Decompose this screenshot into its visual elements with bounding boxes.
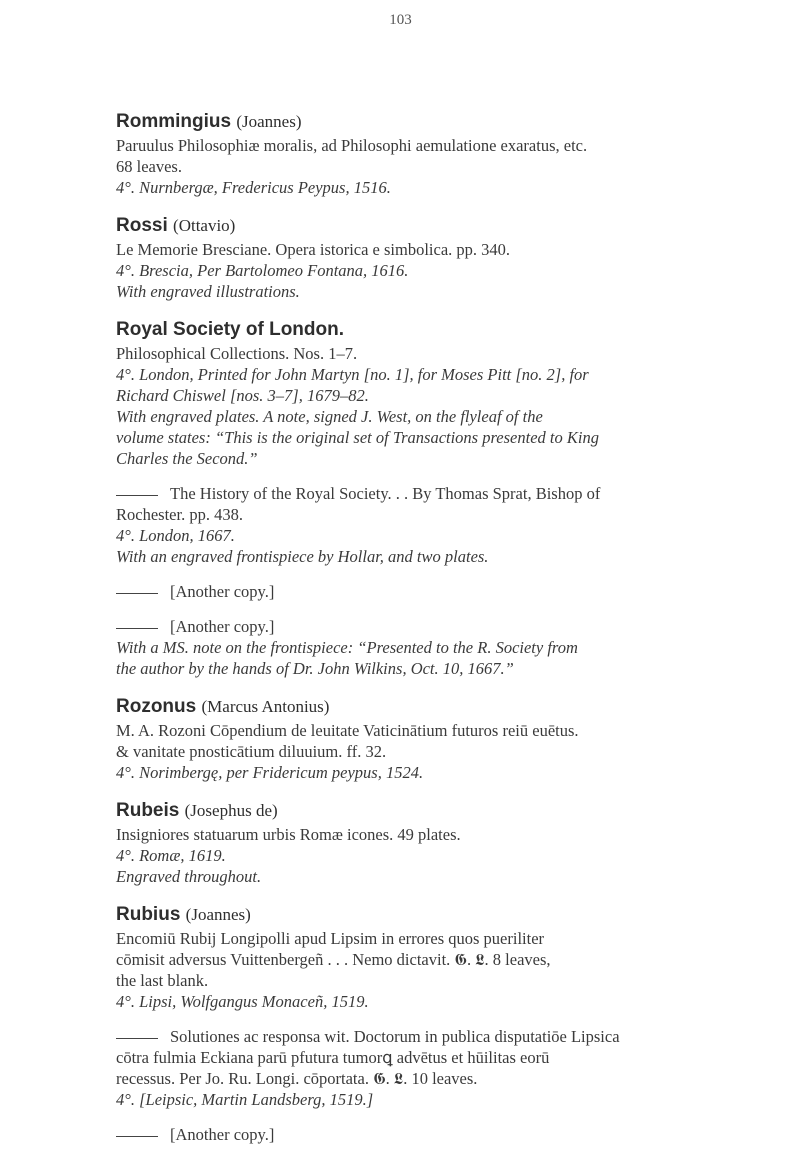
work-title: the last blank. [116, 971, 209, 990]
work-note: With engraved plates. A note, signed J. West, on the flyleaf of the [116, 407, 543, 426]
author-name: Rossi [116, 215, 168, 236]
entry-heading [116, 799, 776, 822]
entry-heading [116, 318, 776, 341]
author-forename: (Joannes) [185, 905, 251, 924]
author-name: Rozonus [116, 696, 197, 717]
work-note: With a MS. note on the frontispiece: “Presented to the R. Society from [116, 638, 578, 657]
repeat-author-dash [116, 495, 158, 496]
work-imprint: 4°. Norimbergę, per Fridericum peypus, 1524. [116, 763, 424, 782]
work-title: [Another copy.] [170, 1125, 275, 1144]
entry-heading [116, 214, 776, 237]
author-forename: (Marcus Antonius) [201, 697, 330, 716]
work-title: & vanitate pnosticātium diluuium. ff. 32. [116, 742, 387, 761]
author-forename: (Ottavio) [173, 216, 236, 235]
work-imprint: 4°. Nurnbergæ, Fredericus Peypus, 1516. [116, 178, 391, 197]
work-title: The History of the Royal Society. . . By Thomas Sprat, Bishop of [170, 484, 601, 503]
work-title: M. A. Rozoni Cōpendium de leuitate Vaticinātium futuros reiū euētus. [116, 721, 579, 740]
entry-heading [116, 110, 776, 133]
work-imprint: 4°. London, Printed for John Martyn [no. 1], for Moses Pitt [no. 2], for [116, 365, 589, 384]
sub-work [116, 616, 776, 679]
author-forename: (Josephus de) [184, 801, 278, 820]
work-title: Le Memorie Bresciane. Opera istorica e simbolica. pp. 340. [116, 240, 511, 259]
entry-rossi [116, 214, 776, 302]
author-name: Rubius [116, 904, 181, 925]
repeat-author-dash [116, 1136, 158, 1137]
entry-rubius [116, 903, 776, 1145]
work-title: Solutiones ac responsa wit. Doctorum in publica disputatiōe Lipsica [170, 1027, 620, 1046]
work-imprint: 4°. [Leipsic, Martin Landsberg, 1519.] [116, 1090, 374, 1109]
work-title: Rochester. pp. 438. [116, 505, 243, 524]
work-imprint: Richard Chiswel [nos. 3–7], 1679–82. [116, 386, 369, 405]
sub-work [116, 581, 776, 602]
author-forename: (Joannes) [236, 112, 302, 131]
work-title: Paruulus Philosophiæ moralis, ad Philosophi aemulatione exaratus, etc. [116, 136, 588, 155]
author-name: Rubeis [116, 800, 180, 821]
entry-rozonus [116, 695, 776, 783]
work-note: the author by the hands of Dr. John Wilkins, Oct. 10, 1667.” [116, 659, 514, 678]
work-title: cōmisit adversus Vuittenbergeñ . . . Nemo dictavit. 𝕲. 𝕷. 8 leaves, [116, 950, 551, 969]
catalogue-entries [116, 110, 776, 1161]
work-imprint: 4°. Brescia, Per Bartolomeo Fontana, 1616. [116, 261, 409, 280]
page-number: 103 [389, 12, 412, 28]
work-title: [Another copy.] [170, 582, 275, 601]
work-title: Encomiū Rubij Longipolli apud Lipsim in errores quos pueriliter [116, 929, 545, 948]
entry-rubeis [116, 799, 776, 887]
repeat-author-dash [116, 628, 158, 629]
work-imprint: 4°. Lipsi, Wolfgangus Monaceñ, 1519. [116, 992, 369, 1011]
work-title: Insigniores statuarum urbis Romæ icones. 49 plates. [116, 825, 461, 844]
sub-work [116, 1026, 776, 1110]
repeat-author-dash [116, 1038, 158, 1039]
work-note: Engraved throughout. [116, 867, 262, 886]
entry-heading [116, 695, 776, 718]
sub-work [116, 483, 776, 567]
work-note: With engraved illustrations. [116, 282, 300, 301]
entry-royal-society [116, 318, 776, 679]
work-title: cōtra fulmia Eckiana parū pfutura tumorꝗ advētus et hūilitas eorū [116, 1048, 550, 1067]
work-imprint: 4°. London, 1667. [116, 526, 235, 545]
work-title: recessus. Per Jo. Ru. Longi. cōportata. 𝕲. 𝕷. 10 leaves. [116, 1069, 478, 1088]
work-note: volume states: “This is the original set of Transactions presented to King [116, 428, 599, 447]
work-note: With an engraved frontispiece by Hollar, and two plates. [116, 547, 489, 566]
work-title: Philosophical Collections. Nos. 1–7. [116, 344, 358, 363]
sub-work [116, 1124, 776, 1145]
work-extent: 68 leaves. [116, 157, 182, 176]
repeat-author-dash [116, 593, 158, 594]
author-name: Royal Society of London. [116, 319, 345, 340]
author-name: Rommingius [116, 111, 232, 132]
work-title: [Another copy.] [170, 617, 275, 636]
work-imprint: 4°. Romæ, 1619. [116, 846, 226, 865]
work-note: Charles the Second.” [116, 449, 258, 468]
entry-rommingius [116, 110, 776, 198]
entry-heading [116, 903, 776, 926]
